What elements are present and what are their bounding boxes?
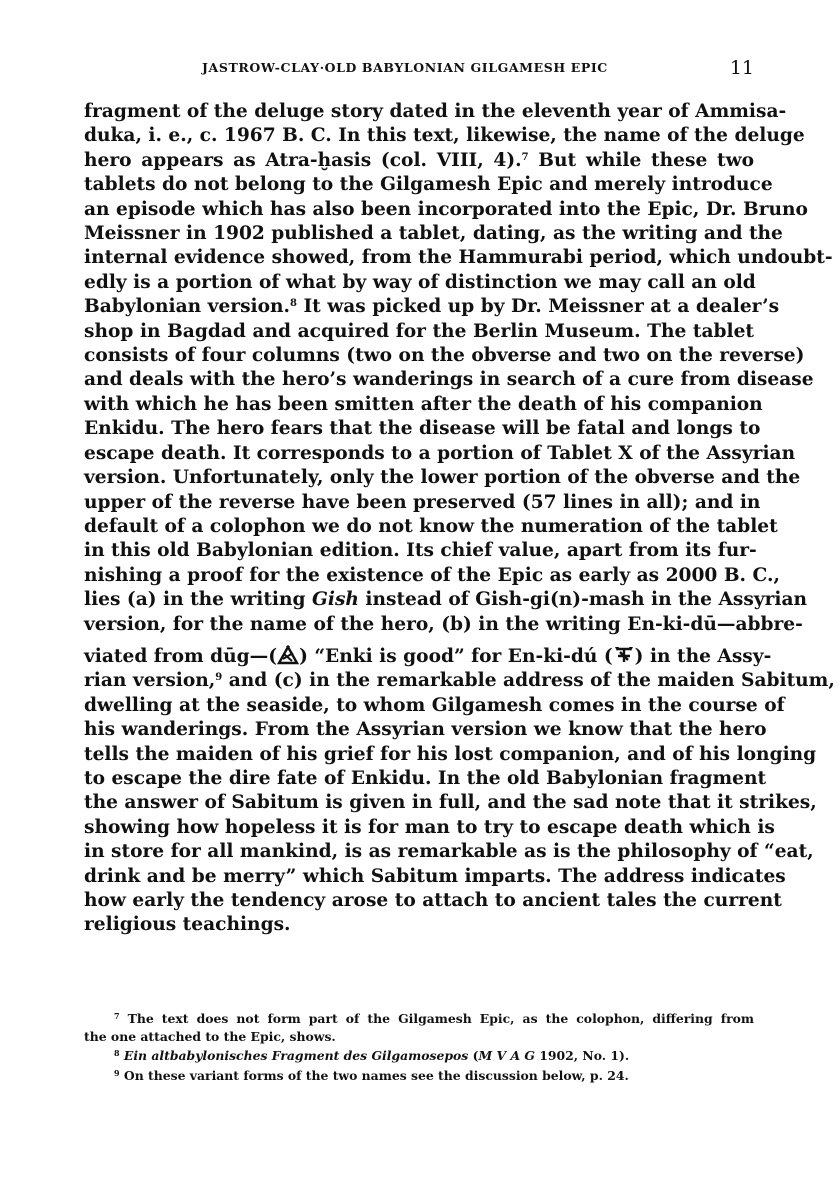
text-line: his wanderings. From the Assyrian version we know that the hero: [84, 719, 767, 741]
text-run: But while these two: [528, 149, 754, 171]
text-line: escape death. It corresponds to a portion of Tablet X of the Assyrian: [84, 442, 796, 464]
text-line: tablets do not belong to the Gilgamesh Epic and merely introduce: [84, 174, 773, 196]
text-line: [84, 645, 772, 669]
text-line: [84, 295, 780, 319]
footnote-ref-8[interactable]: 8: [290, 298, 297, 310]
text-line: Enkidu. The hero fears that the disease will be fatal and longs to: [84, 418, 761, 440]
text-run: ) in the Assy-: [634, 645, 772, 667]
footnote-journal: M V A G: [478, 1048, 535, 1064]
running-title: JASTROW-CLAY·OLD BABYLONIAN GILGAMESH EPIC: [202, 60, 608, 75]
text-line: [84, 149, 754, 173]
cuneiform-sign-du-icon: [613, 645, 635, 665]
text-line: with which he has been smitten after the death of his companion: [84, 393, 763, 415]
cuneiform-sign-dug-icon: [277, 645, 299, 665]
footnote-text: (: [468, 1048, 479, 1064]
footnotes: [84, 1008, 754, 1084]
text-line: drink and be merry” which Sabitum imparts. The address indicates: [84, 865, 786, 887]
text-run: viated from dūg—(: [84, 645, 278, 667]
footnote-mark: 9: [114, 1067, 120, 1078]
italic-word: Gish: [312, 589, 359, 611]
footnote-mark: 7: [114, 1011, 120, 1021]
text-line: edly is a portion of what by way of distinction we may call an old: [84, 271, 756, 293]
text-run: instead of Gish-gi(n)-mash in the Assyrian: [358, 589, 808, 611]
running-head: [84, 56, 754, 80]
text-line: version. Unfortunately, only the lower portion of the obverse and the: [84, 467, 801, 489]
text-line: fragment of the deluge story dated in the eleventh year of Ammisa-: [84, 101, 787, 122]
text-run: lies (a) in the writing: [84, 589, 312, 611]
footnote-mark: 8: [114, 1048, 120, 1059]
text-line: shop in Bagdad and acquired for the Berlin Museum. The tablet: [84, 320, 754, 342]
text-line: nishing a proof for the existence of the Epic as early as 2000 B. C.,: [84, 564, 780, 586]
footnote-8: [84, 1045, 754, 1065]
body-paragraph: [84, 100, 835, 938]
text-line: the answer of Sabitum is given in full, and the sad note that it strikes,: [84, 792, 817, 814]
text-line: upper of the reverse have been preserved (57 lines in all); and in: [84, 491, 761, 513]
text-line: showing how hopeless it is for man to try to escape death which is: [84, 816, 775, 838]
footnote-ref-7[interactable]: 7: [521, 151, 529, 163]
text-line: consists of four columns (two on the obverse and two on the reverse): [84, 345, 805, 367]
text-run: ) “Enki is good” for En-ki-dú (: [299, 645, 613, 667]
page-number: 11: [729, 57, 754, 79]
text-run: and (c) in the remarkable address of the maiden Sabitum,: [222, 670, 835, 692]
text-line: an episode which has also been incorporated into the Epic, Dr. Bruno: [84, 198, 808, 220]
text-line: and deals with the hero’s wanderings in search of a cure from disease: [84, 369, 814, 391]
footnote-7: [84, 1008, 754, 1028]
text-line: [84, 588, 808, 612]
text-line: how early the tendency arose to attach to ancient tales the current: [84, 890, 782, 911]
text-line: in this old Babylonian edition. Its chief value, apart from its fur-: [84, 540, 757, 562]
text-line: [84, 669, 835, 693]
text-line: Meissner in 1902 published a tablet, dating, as the writing and the: [84, 223, 783, 245]
text-line: to escape the dire fate of Enkidu. In the old Babylonian fragment: [84, 767, 767, 789]
text-line: religious teachings.: [84, 914, 291, 936]
footnote-citation-title: Ein altbabylonisches Fragment des Gilgamosepos: [123, 1048, 469, 1064]
text-run: hero appears as Atra-ḫasis (col. VIII, 4).: [84, 149, 522, 171]
footnote-text: 1902, No. 1).: [534, 1048, 630, 1064]
text-line: dwelling at the seaside, to whom Gilgamesh comes in the course of: [84, 694, 785, 716]
text-line: in store for all mankind, is as remarkable as is the philosophy of “eat,: [84, 841, 814, 863]
text-line: duka, i. e., c. 1967 B. C. In this text, likewise, the name of the deluge: [84, 125, 805, 147]
text-line: internal evidence showed, from the Hammurabi period, which undoubt-: [84, 247, 833, 269]
text-line: default of a colophon we do not know the numeration of the tablet: [84, 515, 778, 537]
footnote-text: On these variant forms of the two names see the discussion below, p. 24.: [123, 1067, 629, 1083]
footnote-text: The text does not form part of the Gilgamesh Epic, as the colophon, differing from: [127, 1011, 754, 1026]
footnote-ref-9[interactable]: 9: [215, 672, 223, 684]
text-run: rian version,: [84, 670, 216, 692]
text-line: version, for the name of the hero, (b) in the writing En-ki-dū—abbre-: [84, 613, 803, 635]
text-run: Babylonian version.: [84, 296, 291, 318]
footnote-9: [84, 1065, 754, 1085]
footnote-7-continued: the one attached to the Epic, shows.: [84, 1028, 336, 1044]
text-run: It was picked up by Dr. Meissner at a dealer’s: [296, 296, 780, 318]
text-line: tells the maiden of his grief for his lost companion, and of his longing: [84, 743, 817, 765]
